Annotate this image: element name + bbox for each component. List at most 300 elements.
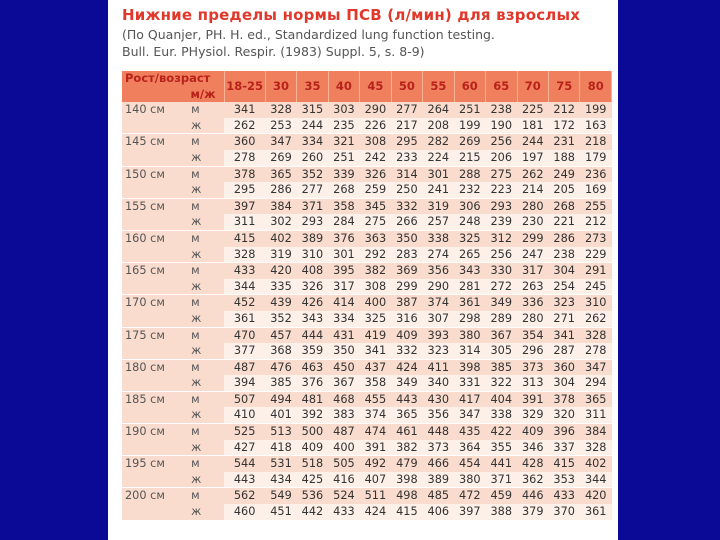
value-cell: 295 xyxy=(224,182,265,198)
value-cell: 254 xyxy=(548,279,579,295)
value-cell: 536 xyxy=(297,488,328,504)
value-cell: 212 xyxy=(548,102,579,118)
value-cell: 451 xyxy=(265,504,296,520)
value-cell: 358 xyxy=(328,198,359,214)
value-cell: 281 xyxy=(454,279,485,295)
sex-cell: м xyxy=(187,102,224,118)
height-cell xyxy=(122,118,187,134)
value-cell: 263 xyxy=(517,279,548,295)
value-cell: 377 xyxy=(224,343,265,359)
value-cell: 169 xyxy=(580,182,612,198)
value-cell: 308 xyxy=(360,279,391,295)
table-row xyxy=(122,391,612,407)
value-cell: 290 xyxy=(423,279,454,295)
value-cell: 253 xyxy=(265,118,296,134)
sex-cell: м xyxy=(187,359,224,375)
value-cell: 338 xyxy=(423,230,454,246)
value-cell: 360 xyxy=(224,134,265,150)
value-cell: 373 xyxy=(423,440,454,456)
value-cell: 371 xyxy=(297,198,328,214)
sex-cell: ж xyxy=(187,150,224,166)
value-cell: 426 xyxy=(297,295,328,311)
value-cell: 402 xyxy=(580,456,612,472)
value-cell: 454 xyxy=(454,456,485,472)
value-cell: 360 xyxy=(548,359,579,375)
reference-line-2: Bull. Eur. PHysiol. Respir. (1983) Suppl. 5, s. 8-9) xyxy=(122,44,425,59)
height-cell: 155 см xyxy=(122,198,187,214)
value-cell: 304 xyxy=(548,263,579,279)
height-cell: 140 см xyxy=(122,102,187,118)
value-cell: 420 xyxy=(580,488,612,504)
value-cell: 442 xyxy=(297,504,328,520)
value-cell: 378 xyxy=(224,166,265,182)
corner-header-line1: Рост/возраст xyxy=(125,71,211,86)
value-cell: 257 xyxy=(423,214,454,230)
header-row xyxy=(122,71,612,87)
sex-cell: м xyxy=(187,327,224,343)
table-row xyxy=(122,359,612,375)
value-cell: 415 xyxy=(391,504,422,520)
height-cell xyxy=(122,407,187,423)
value-cell: 241 xyxy=(423,182,454,198)
value-cell: 283 xyxy=(391,247,422,263)
age-header: 60 xyxy=(454,71,485,102)
value-cell: 531 xyxy=(265,456,296,472)
value-cell: 424 xyxy=(391,359,422,375)
table-row xyxy=(122,311,612,327)
value-cell: 305 xyxy=(486,343,517,359)
value-cell: 337 xyxy=(548,440,579,456)
sex-cell: м xyxy=(187,488,224,504)
sex-cell: ж xyxy=(187,311,224,327)
value-cell: 307 xyxy=(423,311,454,327)
value-cell: 314 xyxy=(391,166,422,182)
value-cell: 286 xyxy=(265,182,296,198)
value-cell: 273 xyxy=(580,230,612,246)
value-cell: 355 xyxy=(486,440,517,456)
value-cell: 439 xyxy=(265,295,296,311)
value-cell: 443 xyxy=(224,472,265,488)
value-cell: 323 xyxy=(548,295,579,311)
value-cell: 349 xyxy=(486,295,517,311)
value-cell: 410 xyxy=(224,407,265,423)
value-cell: 206 xyxy=(486,150,517,166)
value-cell: 320 xyxy=(548,407,579,423)
value-cell: 231 xyxy=(548,134,579,150)
corner-header-line2: м/ж xyxy=(122,87,224,103)
value-cell: 266 xyxy=(391,214,422,230)
corner-header xyxy=(122,71,224,87)
value-cell: 259 xyxy=(360,182,391,198)
value-cell: 317 xyxy=(328,279,359,295)
value-cell: 362 xyxy=(517,472,548,488)
table-row xyxy=(122,230,612,246)
value-cell: 350 xyxy=(391,230,422,246)
value-cell: 350 xyxy=(328,343,359,359)
table-row xyxy=(122,150,612,166)
value-cell: 292 xyxy=(360,247,391,263)
height-cell: 200 см xyxy=(122,488,187,504)
sex-cell: ж xyxy=(187,118,224,134)
value-cell: 343 xyxy=(454,263,485,279)
value-cell: 244 xyxy=(297,118,328,134)
value-cell: 344 xyxy=(224,279,265,295)
value-cell: 334 xyxy=(328,311,359,327)
value-cell: 301 xyxy=(328,247,359,263)
value-cell: 299 xyxy=(517,230,548,246)
value-cell: 409 xyxy=(391,327,422,343)
value-cell: 470 xyxy=(224,327,265,343)
value-cell: 468 xyxy=(328,391,359,407)
table-row xyxy=(122,118,612,134)
value-cell: 275 xyxy=(486,166,517,182)
value-cell: 500 xyxy=(297,424,328,440)
value-cell: 549 xyxy=(265,488,296,504)
value-cell: 315 xyxy=(297,102,328,118)
value-cell: 235 xyxy=(328,118,359,134)
value-cell: 289 xyxy=(486,311,517,327)
value-cell: 287 xyxy=(548,343,579,359)
value-cell: 415 xyxy=(548,456,579,472)
value-cell: 359 xyxy=(297,343,328,359)
sex-cell: ж xyxy=(187,407,224,423)
value-cell: 268 xyxy=(328,182,359,198)
value-cell: 441 xyxy=(486,456,517,472)
value-cell: 378 xyxy=(548,391,579,407)
height-cell: 160 см xyxy=(122,230,187,246)
value-cell: 507 xyxy=(224,391,265,407)
value-cell: 389 xyxy=(423,472,454,488)
value-cell: 326 xyxy=(360,166,391,182)
value-cell: 221 xyxy=(548,214,579,230)
value-cell: 369 xyxy=(391,263,422,279)
value-cell: 217 xyxy=(391,118,422,134)
value-cell: 341 xyxy=(360,343,391,359)
height-cell: 175 см xyxy=(122,327,187,343)
value-cell: 365 xyxy=(391,407,422,423)
value-cell: 346 xyxy=(517,440,548,456)
value-cell: 339 xyxy=(328,166,359,182)
value-cell: 303 xyxy=(328,102,359,118)
value-cell: 525 xyxy=(224,424,265,440)
value-cell: 341 xyxy=(224,102,265,118)
value-cell: 398 xyxy=(454,359,485,375)
value-cell: 238 xyxy=(548,247,579,263)
value-cell: 280 xyxy=(517,198,548,214)
value-cell: 347 xyxy=(265,134,296,150)
value-cell: 340 xyxy=(423,375,454,391)
value-cell: 225 xyxy=(517,102,548,118)
sex-cell: ж xyxy=(187,182,224,198)
value-cell: 205 xyxy=(548,182,579,198)
value-cell: 238 xyxy=(486,102,517,118)
value-cell: 401 xyxy=(265,407,296,423)
table-row xyxy=(122,488,612,504)
age-header: 55 xyxy=(423,71,454,102)
value-cell: 310 xyxy=(297,247,328,263)
value-cell: 448 xyxy=(423,424,454,440)
value-cell: 415 xyxy=(224,230,265,246)
sex-cell: м xyxy=(187,424,224,440)
value-cell: 302 xyxy=(265,214,296,230)
value-cell: 394 xyxy=(224,375,265,391)
value-cell: 268 xyxy=(548,198,579,214)
value-cell: 295 xyxy=(391,134,422,150)
value-cell: 384 xyxy=(580,424,612,440)
sex-cell: ж xyxy=(187,375,224,391)
height-cell xyxy=(122,375,187,391)
value-cell: 485 xyxy=(423,488,454,504)
value-cell: 374 xyxy=(423,295,454,311)
value-cell: 424 xyxy=(360,504,391,520)
table-sheet xyxy=(108,0,618,540)
value-cell: 474 xyxy=(360,424,391,440)
sex-cell: м xyxy=(187,263,224,279)
value-cell: 562 xyxy=(224,488,265,504)
value-cell: 385 xyxy=(486,359,517,375)
value-cell: 277 xyxy=(297,182,328,198)
value-cell: 275 xyxy=(360,214,391,230)
value-cell: 487 xyxy=(224,359,265,375)
value-cell: 354 xyxy=(517,327,548,343)
value-cell: 181 xyxy=(517,118,548,134)
value-cell: 313 xyxy=(517,375,548,391)
value-cell: 325 xyxy=(360,311,391,327)
value-cell: 487 xyxy=(328,424,359,440)
value-cell: 434 xyxy=(265,472,296,488)
value-cell: 422 xyxy=(486,424,517,440)
value-cell: 476 xyxy=(265,359,296,375)
value-cell: 331 xyxy=(454,375,485,391)
value-cell: 265 xyxy=(454,247,485,263)
value-cell: 288 xyxy=(454,166,485,182)
value-cell: 411 xyxy=(423,359,454,375)
value-cell: 229 xyxy=(580,247,612,263)
value-cell: 323 xyxy=(423,343,454,359)
value-cell: 472 xyxy=(454,488,485,504)
sex-cell: м xyxy=(187,295,224,311)
value-cell: 382 xyxy=(360,263,391,279)
value-cell: 408 xyxy=(297,263,328,279)
age-header: 75 xyxy=(548,71,579,102)
value-cell: 358 xyxy=(360,375,391,391)
value-cell: 418 xyxy=(265,440,296,456)
value-cell: 400 xyxy=(360,295,391,311)
value-cell: 419 xyxy=(360,327,391,343)
sex-cell: м xyxy=(187,166,224,182)
value-cell: 513 xyxy=(265,424,296,440)
value-cell: 479 xyxy=(391,456,422,472)
value-cell: 384 xyxy=(265,198,296,214)
age-header: 45 xyxy=(360,71,391,102)
value-cell: 393 xyxy=(423,327,454,343)
value-cell: 395 xyxy=(328,263,359,279)
value-cell: 312 xyxy=(486,230,517,246)
value-cell: 450 xyxy=(328,359,359,375)
table-row xyxy=(122,102,612,118)
value-cell: 437 xyxy=(360,359,391,375)
value-cell: 212 xyxy=(580,214,612,230)
value-cell: 466 xyxy=(423,456,454,472)
value-cell: 443 xyxy=(391,391,422,407)
sex-cell: м xyxy=(187,456,224,472)
value-cell: 452 xyxy=(224,295,265,311)
value-cell: 215 xyxy=(454,150,485,166)
value-cell: 230 xyxy=(517,214,548,230)
height-cell xyxy=(122,182,187,198)
height-cell xyxy=(122,472,187,488)
table-row xyxy=(122,440,612,456)
value-cell: 282 xyxy=(423,134,454,150)
value-cell: 356 xyxy=(423,407,454,423)
value-cell: 248 xyxy=(454,214,485,230)
height-cell: 185 см xyxy=(122,391,187,407)
height-cell: 190 см xyxy=(122,424,187,440)
height-cell: 180 см xyxy=(122,359,187,375)
height-cell xyxy=(122,279,187,295)
value-cell: 396 xyxy=(548,424,579,440)
table-row xyxy=(122,198,612,214)
table-row xyxy=(122,214,612,230)
value-cell: 256 xyxy=(486,134,517,150)
value-cell: 397 xyxy=(454,504,485,520)
value-cell: 224 xyxy=(423,150,454,166)
value-cell: 214 xyxy=(517,182,548,198)
value-cell: 293 xyxy=(297,214,328,230)
value-cell: 336 xyxy=(517,295,548,311)
table-row xyxy=(122,263,612,279)
value-cell: 349 xyxy=(391,375,422,391)
value-cell: 347 xyxy=(580,359,612,375)
age-header: 40 xyxy=(328,71,359,102)
value-cell: 249 xyxy=(548,166,579,182)
value-cell: 242 xyxy=(360,150,391,166)
sex-cell: м xyxy=(187,134,224,150)
age-header: 50 xyxy=(391,71,422,102)
value-cell: 328 xyxy=(580,440,612,456)
value-cell: 278 xyxy=(224,150,265,166)
value-cell: 172 xyxy=(548,118,579,134)
value-cell: 356 xyxy=(423,263,454,279)
value-cell: 321 xyxy=(328,134,359,150)
value-cell: 444 xyxy=(297,327,328,343)
value-cell: 232 xyxy=(454,182,485,198)
age-header: 35 xyxy=(297,71,328,102)
value-cell: 277 xyxy=(391,102,422,118)
value-cell: 391 xyxy=(517,391,548,407)
value-cell: 374 xyxy=(360,407,391,423)
value-cell: 330 xyxy=(486,263,517,279)
value-cell: 365 xyxy=(265,166,296,182)
value-cell: 332 xyxy=(391,198,422,214)
value-cell: 286 xyxy=(548,230,579,246)
value-cell: 380 xyxy=(454,327,485,343)
value-cell: 247 xyxy=(517,247,548,263)
page-title: Нижние пределы нормы ПСВ (л/мин) для взрослых xyxy=(122,6,581,24)
height-cell: 150 см xyxy=(122,166,187,182)
height-cell: 165 см xyxy=(122,263,187,279)
value-cell: 343 xyxy=(297,311,328,327)
value-cell: 382 xyxy=(391,440,422,456)
value-cell: 226 xyxy=(360,118,391,134)
value-cell: 190 xyxy=(486,118,517,134)
value-cell: 352 xyxy=(265,311,296,327)
value-cell: 272 xyxy=(486,279,517,295)
table-row xyxy=(122,424,612,440)
value-cell: 367 xyxy=(328,375,359,391)
value-cell: 255 xyxy=(580,198,612,214)
table-body xyxy=(122,102,612,520)
pef-norms-table xyxy=(122,71,612,521)
value-cell: 319 xyxy=(265,247,296,263)
value-cell: 294 xyxy=(580,375,612,391)
value-cell: 296 xyxy=(517,343,548,359)
value-cell: 371 xyxy=(486,472,517,488)
value-cell: 409 xyxy=(297,440,328,456)
value-cell: 163 xyxy=(580,118,612,134)
table-row xyxy=(122,407,612,423)
value-cell: 391 xyxy=(360,440,391,456)
value-cell: 244 xyxy=(517,134,548,150)
value-cell: 402 xyxy=(265,230,296,246)
value-cell: 428 xyxy=(517,456,548,472)
value-cell: 332 xyxy=(391,343,422,359)
value-cell: 361 xyxy=(580,504,612,520)
table-row xyxy=(122,182,612,198)
value-cell: 457 xyxy=(265,327,296,343)
value-cell: 427 xyxy=(224,440,265,456)
value-cell: 278 xyxy=(580,343,612,359)
value-cell: 311 xyxy=(224,214,265,230)
value-cell: 460 xyxy=(224,504,265,520)
value-cell: 334 xyxy=(297,134,328,150)
value-cell: 271 xyxy=(548,311,579,327)
value-cell: 262 xyxy=(517,166,548,182)
value-cell: 291 xyxy=(580,263,612,279)
value-cell: 380 xyxy=(454,472,485,488)
value-cell: 492 xyxy=(360,456,391,472)
value-cell: 400 xyxy=(328,440,359,456)
value-cell: 290 xyxy=(360,102,391,118)
value-cell: 329 xyxy=(517,407,548,423)
table-row xyxy=(122,504,612,520)
sex-cell: м xyxy=(187,198,224,214)
value-cell: 299 xyxy=(391,279,422,295)
value-cell: 433 xyxy=(224,263,265,279)
value-cell: 461 xyxy=(391,424,422,440)
value-cell: 260 xyxy=(297,150,328,166)
value-cell: 430 xyxy=(423,391,454,407)
sex-cell: ж xyxy=(187,343,224,359)
value-cell: 335 xyxy=(265,279,296,295)
height-cell xyxy=(122,343,187,359)
value-cell: 328 xyxy=(224,247,265,263)
value-cell: 316 xyxy=(391,311,422,327)
value-cell: 368 xyxy=(265,343,296,359)
value-cell: 262 xyxy=(224,118,265,134)
sex-cell: ж xyxy=(187,247,224,263)
value-cell: 420 xyxy=(265,263,296,279)
value-cell: 409 xyxy=(517,424,548,440)
value-cell: 544 xyxy=(224,456,265,472)
value-cell: 446 xyxy=(517,488,548,504)
value-cell: 463 xyxy=(297,359,328,375)
value-cell: 383 xyxy=(328,407,359,423)
value-cell: 373 xyxy=(517,359,548,375)
value-cell: 370 xyxy=(548,504,579,520)
height-cell xyxy=(122,214,187,230)
value-cell: 494 xyxy=(265,391,296,407)
